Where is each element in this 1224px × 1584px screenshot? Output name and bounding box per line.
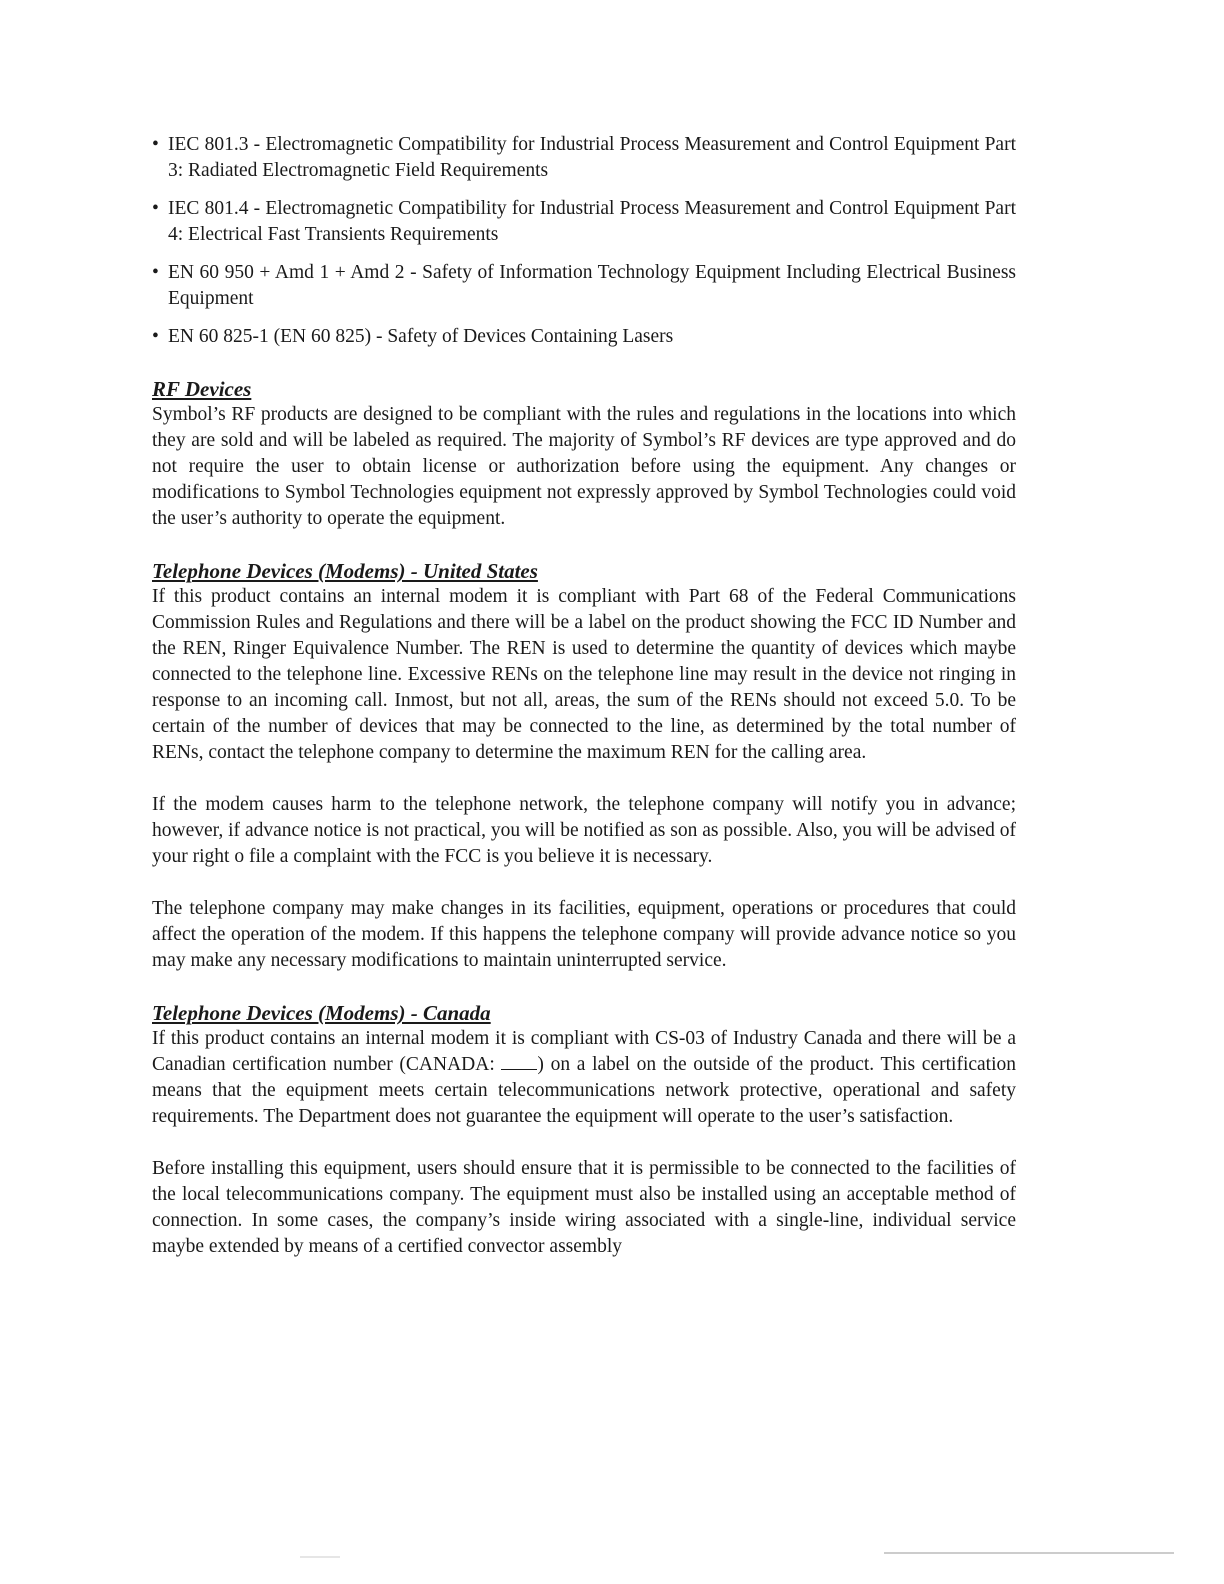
- certification-number-blank: [501, 1053, 537, 1070]
- paragraph: If the modem causes harm to the telephone network, the telephone company will notify you in advance; however, if advance notice is not practical, you will be notified as son as possible. Also, you will be advised of your right o file a complaint with the FCC is you believe it is necessary.: [152, 794, 1016, 867]
- scan-artifact: [884, 1552, 1174, 1554]
- bullet-icon: •: [152, 134, 159, 155]
- standard-code: IEC 801.4: [168, 198, 249, 219]
- standard-code: IEC 801.3: [168, 134, 249, 155]
- standard-description: - Electromagnetic Compatibility for Industrial Process Measurement and Control Equipment Part 3: Radiated Electromagnetic Field Requirements: [168, 134, 1016, 181]
- section-telephone-us: [152, 558, 1016, 974]
- standards-list: [152, 132, 1016, 350]
- paragraph-text: ) on a label on the outside of the product. This certification means that the equipment meets certain telecommunications network protective, operational and safety requirements. The Department does not guarantee the equipment will operate to the user’s satisfaction.: [152, 1054, 1017, 1127]
- standard-description: - Safety of Devices Containing Lasers: [371, 326, 674, 347]
- section-heading: RF Devices: [152, 377, 252, 401]
- section-heading: Telephone Devices (Modems) - Canada: [152, 1001, 491, 1025]
- standard-description: - Safety of Information Technology Equipment Including Electrical Business Equipment: [168, 262, 1016, 309]
- paragraph: Symbol’s RF products are designed to be compliant with the rules and regulations in the locations into which they are sold and will be labeled as required. The majority of Symbol’s RF devices are type approved and do not require the user to obtain license or authorization before using the equipment. Any changes or modifications to Symbol Technologies equipment not expressly approved by Symbol Technologies could void the user’s authority to operate the equipment.: [152, 404, 1016, 529]
- list-item: [152, 324, 1016, 350]
- section-telephone-canada: [152, 1000, 1016, 1260]
- list-item: [152, 132, 1016, 184]
- standard-code: EN 60 950 + Amd 1 + Amd 2: [168, 262, 405, 283]
- paragraph: [152, 1026, 1016, 1130]
- paragraph: Before installing this equipment, users should ensure that it is permissible to be connected to the facilities of the local telecommunications company. The equipment must also be installed using an acceptable method of connection. In some cases, the company’s inside wiring associated with a single-line, individual service maybe extended by means of a certified convector assembly: [152, 1158, 1016, 1257]
- scan-artifact: [300, 1556, 340, 1558]
- paragraph-text: If this product contains an internal modem it is compliant with CS-03 of Industry Canada and there will be a Canadian certification number (CANADA:: [152, 1028, 1016, 1075]
- bullet-icon: •: [152, 198, 159, 219]
- standard-code: EN 60 825-1 (EN 60 825): [168, 326, 372, 347]
- paragraph: The telephone company may make changes in its facilities, equipment, operations or procedures that could affect the operation of the modem. If this happens the telephone company will provide advance notice so you may make any necessary modifications to maintain uninterrupted service.: [152, 898, 1016, 971]
- list-item: [152, 260, 1016, 312]
- list-item: [152, 196, 1016, 248]
- paragraph: If this product contains an internal modem it is compliant with Part 68 of the Federal Communications Commission Rules and Regulations and there will be a label on the product showing the FCC ID Number and the REN, Ringer Equivalence Number. The REN is used to determine the quantity of devices which maybe connected to the telephone line. Excessive RENs on the telephone line may result in the device not ringing in response to an incoming call. Inmost, but not all, areas, the sum of the RENs should not exceed 5.0. To be certain of the number of devices that may be connected to the line, as determined by the total number of RENs, contact the telephone company to determine the maximum REN for the calling area.: [152, 586, 1016, 763]
- bullet-icon: •: [152, 326, 159, 347]
- section-rf-devices: [152, 376, 1016, 532]
- standard-description: - Electromagnetic Compatibility for Industrial Process Measurement and Control Equipment Part 4: Electrical Fast Transients Requirements: [168, 198, 1016, 245]
- section-heading: Telephone Devices (Modems) - United States: [152, 559, 538, 583]
- document-page: [152, 132, 1016, 1260]
- bullet-icon: •: [152, 262, 159, 283]
